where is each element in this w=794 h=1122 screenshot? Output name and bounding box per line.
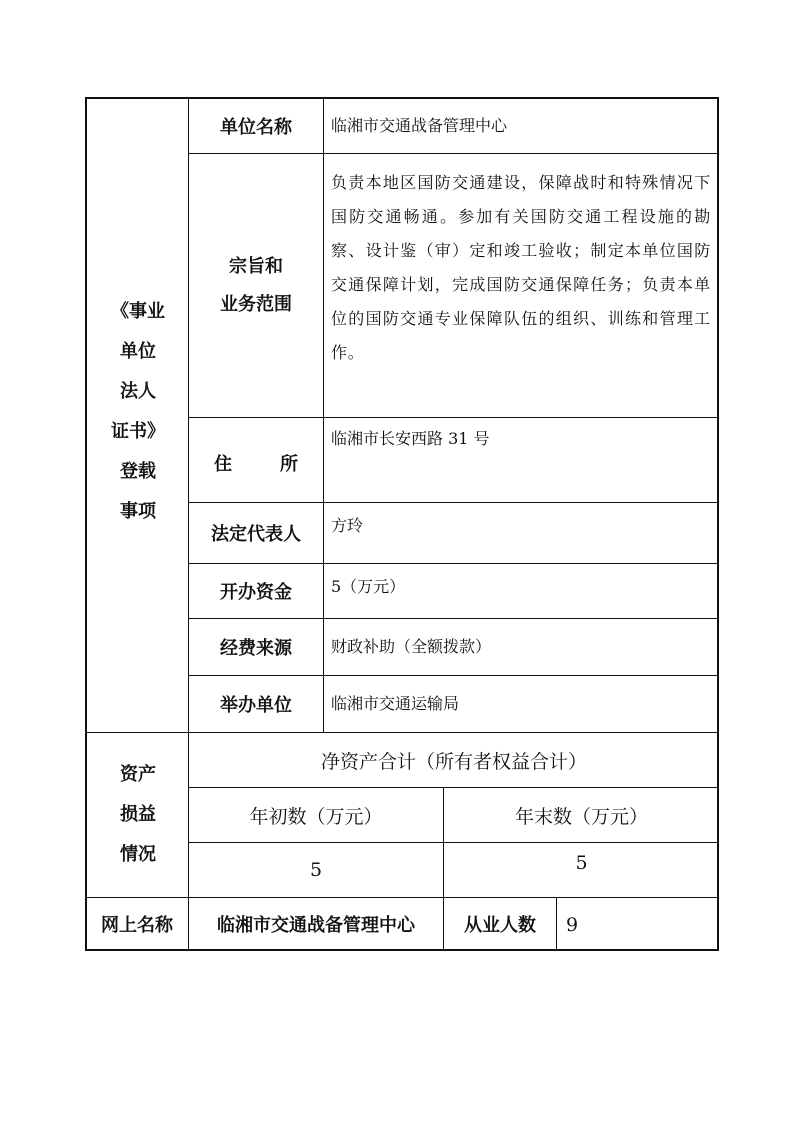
capital-label: 开办资金 <box>220 582 292 603</box>
sponsor-label: 举办单位 <box>220 695 292 716</box>
group-label-line: 单位 <box>120 341 156 362</box>
online-name-value: 临湘市交通战备管理中心 <box>217 915 415 936</box>
group-label-line: 证书》 <box>111 421 165 442</box>
staff-count-value: 9 <box>566 914 579 936</box>
end-year-header: 年末数（万元） <box>514 805 648 828</box>
begin-year-value: 5 <box>309 859 323 881</box>
end-year-value: 5 <box>575 852 588 874</box>
group-label-line: 登载 <box>120 461 156 482</box>
capital-value: 5（万元） <box>331 577 406 596</box>
group-label-line: 事项 <box>120 501 156 522</box>
certificate-items-group-label <box>92 292 184 532</box>
staff-count-label: 从业人数 <box>464 915 536 936</box>
begin-year-header: 年初数（万元） <box>249 805 383 828</box>
group-label-line: 资产 <box>120 764 156 785</box>
address-value: 临湘市长安西路 31 号 <box>331 429 490 448</box>
unit-name-label: 单位名称 <box>220 117 292 138</box>
legal-rep-label: 法定代表人 <box>211 524 301 545</box>
group-label-line: 情况 <box>120 844 156 865</box>
group-label-line: 法人 <box>120 381 156 402</box>
net-assets-header: 净资产合计（所有者权益合计） <box>320 750 587 773</box>
address-label-char: 住 <box>214 454 232 475</box>
group-label-line: 损益 <box>120 804 156 825</box>
column-divider <box>556 897 557 951</box>
assets-group-label <box>92 755 184 875</box>
sponsor-value: 临湘市交通运输局 <box>331 694 460 713</box>
group-label-line: 《事业 <box>111 301 165 322</box>
online-name-label: 网上名称 <box>101 915 173 936</box>
unit-name-value: 临湘市交通战备管理中心 <box>331 116 508 135</box>
legal-rep-value: 方玲 <box>331 516 364 535</box>
purpose-label-line: 业务范围 <box>220 293 292 315</box>
funding-value: 财政补助（全额拨款） <box>331 637 492 656</box>
purpose-label <box>189 154 323 417</box>
purpose-value: 负责本地区国防交通建设，保障战时和特殊情况下国防交通畅通。参加有关国防交通工程设施的勘察、设计鉴（审）定和竣工验收；制定本单位国防交通保障计划，完成国防交通保障任务；负责本单位的国防交通专业保障队伍的组织、训练和管理工作。 <box>331 173 711 362</box>
funding-label: 经费来源 <box>220 638 292 659</box>
address-label-char: 所 <box>280 454 298 475</box>
purpose-label-line: 宗旨和 <box>229 255 283 277</box>
column-divider <box>323 97 324 732</box>
row-divider <box>188 417 719 418</box>
